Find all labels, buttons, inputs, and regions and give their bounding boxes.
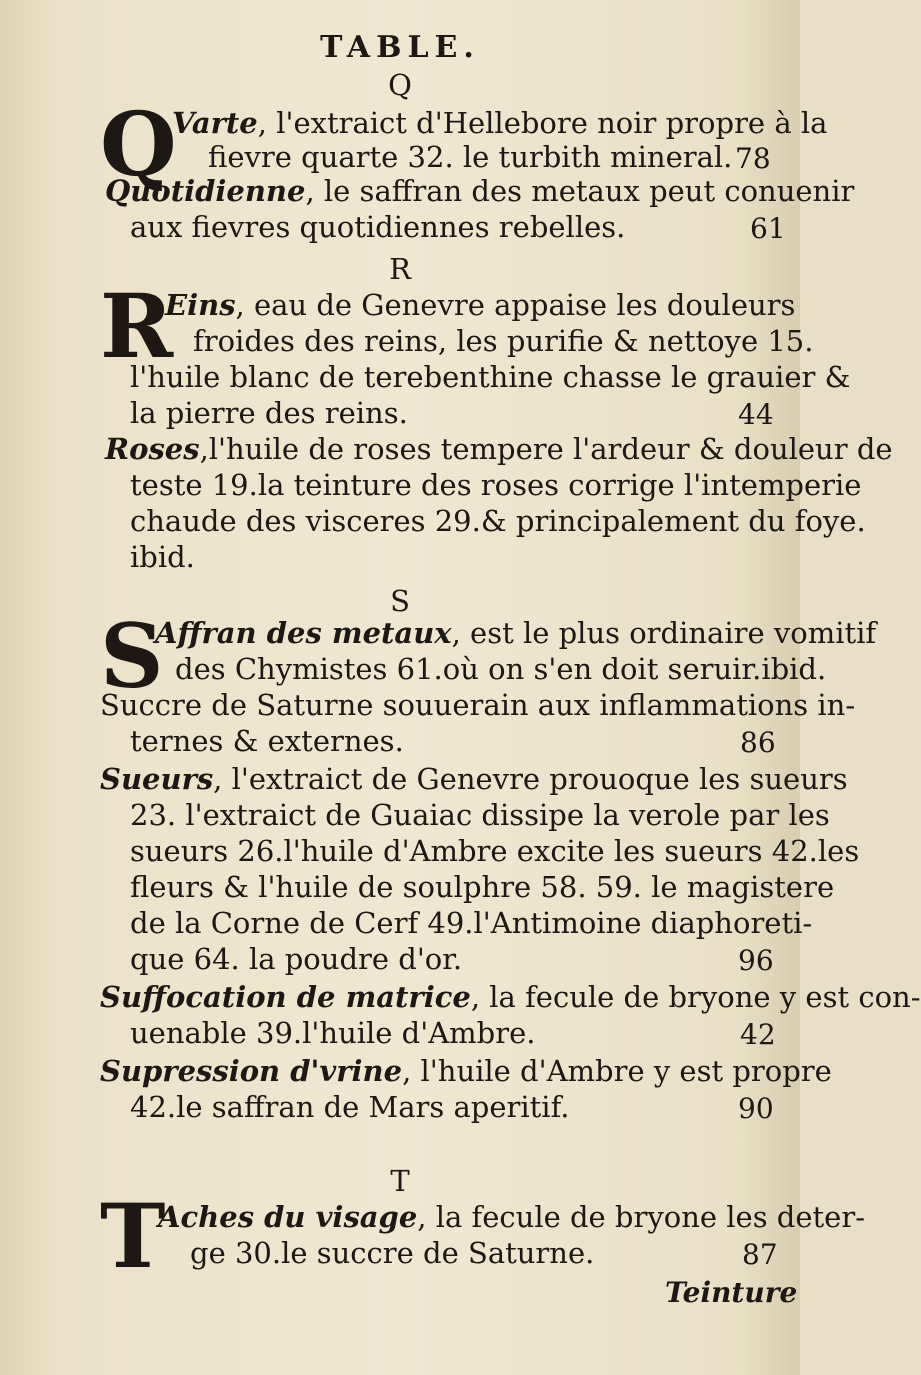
entry-quarte-line1: Varte, l'extraict d'Hellebore noir propre à la [172,106,828,140]
entry-sueurs-line1: Sueurs, l'extraict de Genevre prouoque les sueurs [100,762,848,796]
page-ref: 96 [738,944,774,977]
page-ref: 90 [738,1092,774,1125]
page-ref: 61 [750,212,786,245]
entry-taches-line2: ge 30.le succre de Saturne. [190,1236,595,1270]
entry-term: Quotidienne [105,174,306,208]
entry-supression-line1: Supression d'vrine, l'huile d'Ambre y est propre [100,1054,832,1088]
dropcap-t: T [100,1184,166,1288]
entry-sueurs-line4: fleurs & l'huile de soulphre 58. 59. le magistere [130,870,835,904]
dropcap-q: Q [100,92,177,196]
running-header: TABLE. [320,30,480,65]
entry-term: Eins [165,288,236,322]
entry-term: Supression d'vrine [100,1054,403,1088]
entry-reins-line4: la pierre des reins. [130,396,408,430]
entry-term: Suffocation de matrice [100,980,471,1014]
entry-reins-line3: l'huile blanc de terebenthine chasse le grauier & [130,360,851,394]
page-ref: 42 [740,1018,776,1051]
entry-term: Varte [172,106,258,140]
section-letter-s: S [390,584,410,618]
entry-quotidienne-line1: Quotidienne, le saffran des metaux peut conuenir [105,174,855,208]
entry-roses-line4: ibid. [130,540,195,574]
entry-supression-line2: 42.le saffran de Mars aperitif. [130,1090,570,1124]
entry-saffran-line2: des Chymistes 61.où on s'en doit seruir.ibid. [175,652,827,686]
page-ref: 87 [742,1238,778,1271]
entry-sueurs-line3: sueurs 26.l'huile d'Ambre excite les sueurs 42.les [130,834,860,868]
page-ref: 86 [740,726,776,759]
section-letter-r: R [389,252,411,286]
entry-sueurs-line5: de la Corne de Cerf 49.l'Antimoine diaphoreti- [130,906,813,940]
entry-taches-line1: Aches du visage, la fecule de bryone les deter- [158,1200,865,1234]
page-ref: 44 [738,398,774,431]
entry-succre-line2: ternes & externes. [130,724,404,758]
entry-reins-line2: froides des reins, les purifie & nettoye 15. [193,324,814,358]
page-ref: 78 [735,142,771,175]
dropcap-s: S [100,604,164,708]
entry-term: Roses [105,432,200,466]
section-letter-q: Q [388,68,412,102]
dropcap-r: R [100,274,174,378]
entry-term: Aches du visage [158,1200,418,1234]
entry-succre-line1: Succre de Saturne souuerain aux inflammations in- [100,688,856,722]
catchword: Teinture [665,1276,798,1309]
entry-sueurs-line6: que 64. la poudre d'or. [130,942,463,976]
entry-suffocation-line2: uenable 39.l'huile d'Ambre. [130,1016,536,1050]
entry-roses-line1: Roses,l'huile de roses tempere l'ardeur & douleur de [105,432,893,466]
entry-roses-line2: teste 19.la teinture des roses corrige l'intemperie [130,468,862,502]
entry-reins-line1: Eins, eau de Genevre appaise les douleurs [165,288,796,322]
entry-quotidienne-line2: aux fievres quotidiennes rebelles. [130,210,626,244]
entry-quarte-line2: fievre quarte 32. le turbith mineral. [208,140,733,174]
entry-saffran-line1: Affran des metaux, est le plus ordinaire vomitif [155,616,877,650]
entry-sueurs-line2: 23. l'extraict de Guaiac dissipe la verole par les [130,798,830,832]
entry-roses-line3: chaude des visceres 29.& principalement du foye. [130,504,866,538]
section-letter-t: T [390,1164,410,1198]
entry-suffocation-line1: Suffocation de matrice, la fecule de bryone y est con- [100,980,921,1014]
entry-term: Sueurs [100,762,214,796]
entry-term: Affran des metaux [155,616,452,650]
